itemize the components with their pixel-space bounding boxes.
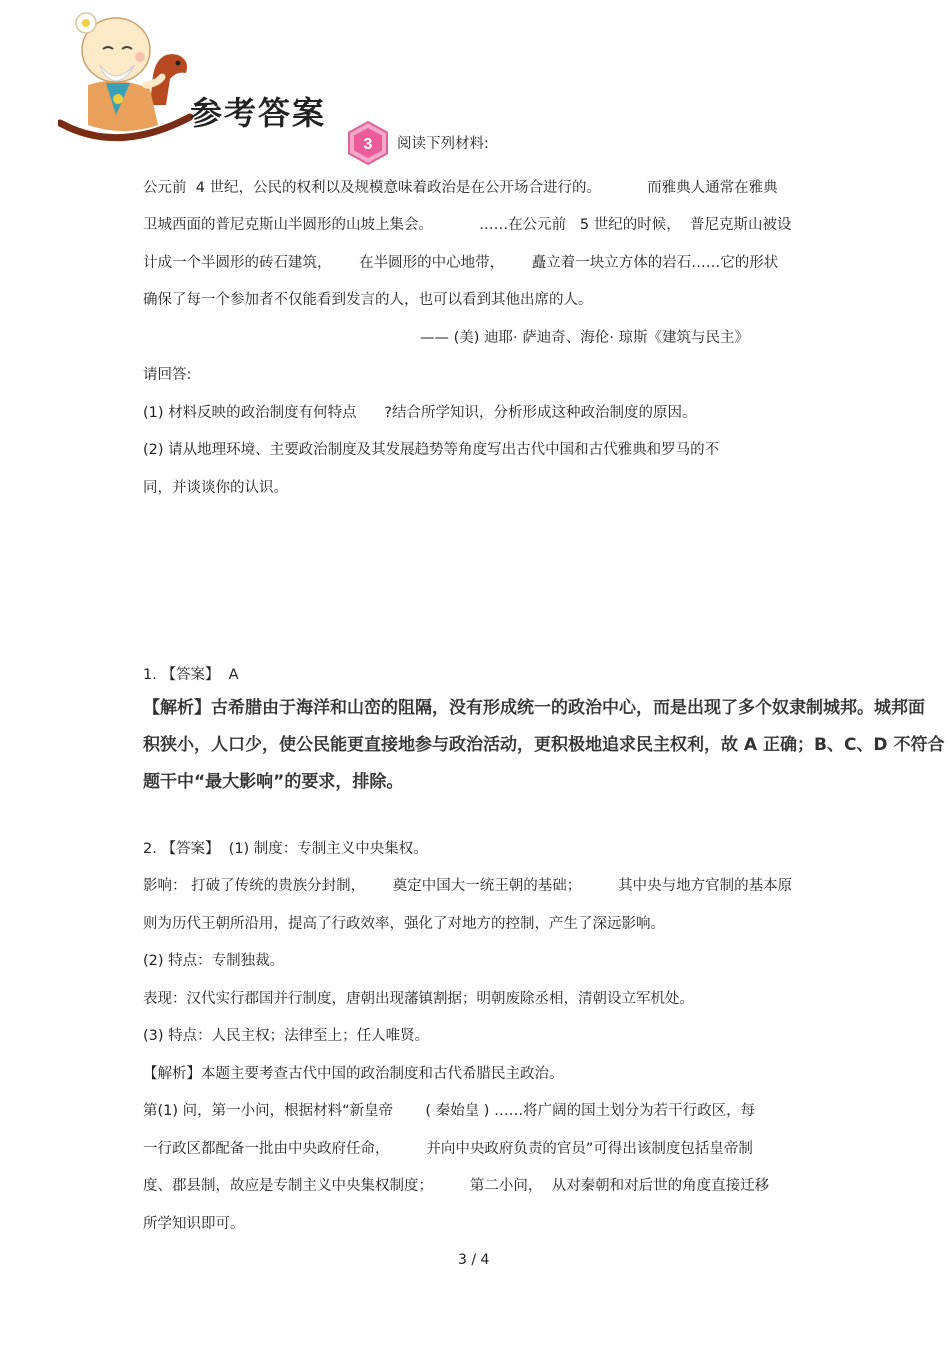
answer-2-line: 第(1) 问，第一小问，根据材料“新皇帝 ( 秦始皇 ) ……将广阔的国土划分为若干行政区，每 [143, 1103, 756, 1119]
material-source: —— (美) 迪耶· 萨迪奇、海伦· 琼斯《建筑与民主》 [420, 330, 749, 346]
badge-number: 3 [363, 136, 373, 153]
mascot-illustration [58, 5, 198, 150]
page-number: 3 / 4 [458, 1252, 490, 1268]
question-item: (2) 请从地理环境、主要政治制度及其发展趋势等角度写出古代中国和古代雅典和罗马的不 [143, 442, 720, 458]
question-intro: 请回答: [143, 367, 192, 383]
answer-2-line: 则为历代王朝所沿用，提高了行政效率，强化了对地方的控制，产生了深远影响。 [143, 916, 665, 932]
question-number-badge [345, 120, 391, 166]
answer-1-analysis-line: 题干中“最大影响”的要求，排除。 [143, 772, 404, 792]
answer-2-line: 影响： 打破了传统的贵族分封制， 奠定中国大一统王朝的基础； 其中央与地方官制的基本原 [143, 878, 793, 894]
material-line: 确保了每一个参加者不仅能看到发言的人，也可以看到其他出席的人。 [143, 292, 593, 308]
question-item: (1) 材料反映的政治制度有何特点 ?结合所学知识，分析形成这种政治制度的原因。 [143, 405, 697, 421]
answer-2-line: 【解析】本题主要考查古代中国的政治制度和古代希腊民主政治。 [143, 1066, 564, 1082]
answer-section-title: 参考答案 [190, 94, 327, 132]
material-line: 公元前 4 世纪，公民的权利以及规模意味着政治是在公开场合进行的。 而雅典人通常在雅典 [143, 180, 778, 196]
material-line: 计成一个半圆形的砖石建筑， 在半圆形的中心地带， 矗立着一块立方体的岩石……它的形状 [143, 255, 779, 271]
answer-2-line: 一行政区都配备一批由中央政府任命， 并向中央政府负责的官员”可得出该制度包括皇帝制 [143, 1141, 753, 1157]
answer-2-line: (2) 特点：专制独裁。 [143, 953, 285, 969]
question-prompt: 阅读下列材料: [397, 136, 489, 152]
answer-2-line: 度、郡县制，故应是专制主义中央集权制度； 第二小问， 从对秦朝和对后世的角度直接迁移 [143, 1178, 770, 1194]
answer-1-analysis-line: 积狭小，人口少，使公民能更直接地参与政治活动，更积极地追求民主权利，故 A 正确；B、C、D 不符合 [143, 735, 945, 755]
answer-2-line: 表现：汉代实行郡国并行制度，唐朝出现藩镇割据；明朝废除丞相，清朝设立军机处。 [143, 991, 694, 1007]
question-item: 同，并谈谈你的认识。 [143, 480, 288, 496]
answer-2-line: 2. 【答案】 (1) 制度：专制主义中央集权。 [143, 841, 428, 857]
answer-1-header: 1. 【答案】 A [143, 667, 239, 683]
answer-2-line: (3) 特点：人民主权；法律至上；任人唯贤。 [143, 1028, 430, 1044]
answer-2-line: 所学知识即可。 [143, 1216, 245, 1232]
material-line: 卫城西面的普尼克斯山半圆形的山坡上集会。 ……在公元前 5 世纪的时候， 普尼克斯山被设 [143, 217, 792, 233]
answer-1-analysis-line: 【解析】古希腊由于海洋和山峦的阻隔，没有形成统一的政治中心，而是出现了多个奴隶制城邦。城邦面 [143, 698, 925, 718]
